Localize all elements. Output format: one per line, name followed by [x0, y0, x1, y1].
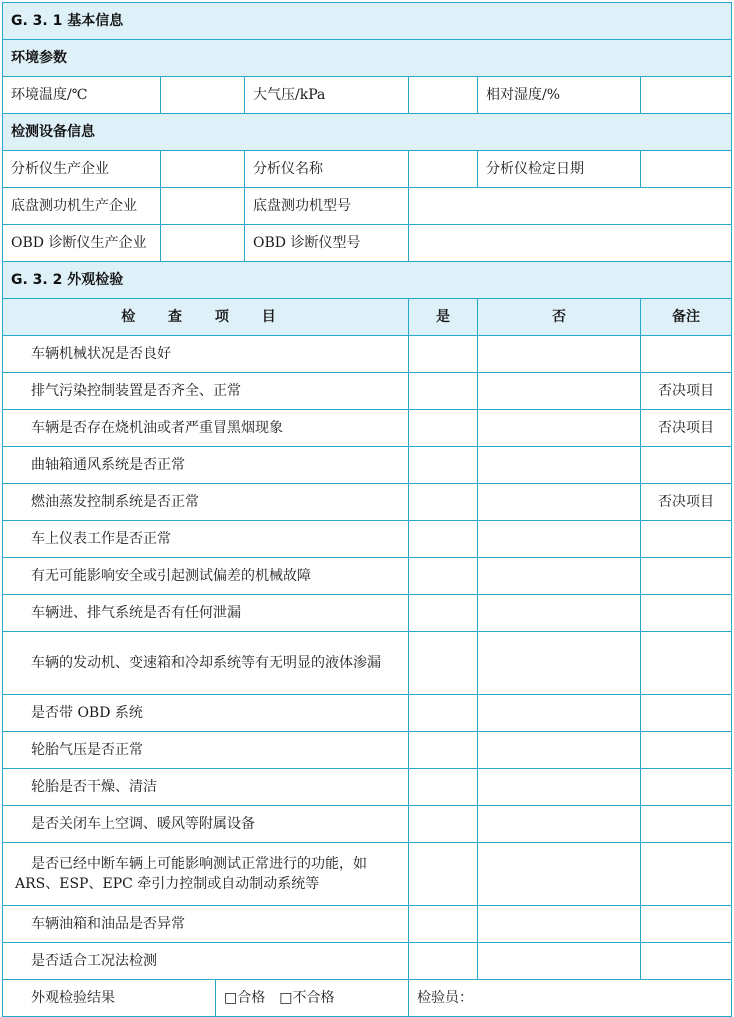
check-item: 车辆是否存在烧机油或者严重冒黑烟现象 — [3, 410, 409, 447]
dyno-model-label: 底盘测功机型号 — [245, 188, 409, 225]
col-header-yes: 是 — [409, 299, 478, 336]
table-row — [3, 732, 732, 769]
check-item: 轮胎气压是否正常 — [3, 732, 409, 769]
yes-cell[interactable] — [409, 632, 478, 695]
equip-row — [3, 225, 732, 262]
check-item: 车辆进、排气系统是否有任何泄漏 — [3, 595, 409, 632]
yes-cell[interactable] — [409, 410, 478, 447]
obd-model-label: OBD 诊断仪型号 — [245, 225, 409, 262]
dyno-maker-value[interactable] — [161, 188, 245, 225]
no-cell[interactable] — [478, 447, 641, 484]
note-cell — [641, 558, 732, 595]
check-item: 是否适合工况法检测 — [3, 943, 409, 980]
analyzer-name-label: 分析仪名称 — [245, 151, 409, 188]
no-cell[interactable] — [478, 906, 641, 943]
env-temp-label: 环境温度/℃ — [3, 77, 161, 114]
no-cell[interactable] — [478, 695, 641, 732]
form-table — [2, 2, 732, 1017]
no-cell[interactable] — [478, 806, 641, 843]
check-item: 有无可能影响安全或引起测试偏差的机械故障 — [3, 558, 409, 595]
yes-cell[interactable] — [409, 447, 478, 484]
table-row — [3, 943, 732, 980]
check-item: 是否已经中断车辆上可能影响测试正常进行的功能，如 ARS、ESP、EPC 牵引力控制或自动制动系统等 — [3, 843, 409, 906]
no-cell[interactable] — [478, 843, 641, 906]
equip-row — [3, 188, 732, 225]
note-cell — [641, 769, 732, 806]
equip-row — [3, 151, 732, 188]
note-cell — [641, 595, 732, 632]
analyzer-maker-value[interactable] — [161, 151, 245, 188]
no-cell[interactable] — [478, 632, 641, 695]
section-title-appearance: G. 3. 2 外观检验 — [3, 262, 732, 299]
yes-cell[interactable] — [409, 521, 478, 558]
humidity-label: 相对湿度/% — [478, 77, 641, 114]
yes-cell[interactable] — [409, 732, 478, 769]
no-cell[interactable] — [478, 732, 641, 769]
note-cell: 否决项目 — [641, 410, 732, 447]
note-cell — [641, 521, 732, 558]
inspection-form — [2, 2, 731, 1017]
table-row — [3, 410, 732, 447]
yes-cell[interactable] — [409, 843, 478, 906]
result-row — [3, 980, 732, 1017]
env-row — [3, 77, 732, 114]
table-row — [3, 632, 732, 695]
table-row — [3, 595, 732, 632]
dyno-maker-label: 底盘测功机生产企业 — [3, 188, 161, 225]
analyzer-calib-label: 分析仪检定日期 — [478, 151, 641, 188]
yes-cell[interactable] — [409, 558, 478, 595]
yes-cell[interactable] — [409, 769, 478, 806]
no-cell[interactable] — [478, 558, 641, 595]
no-cell[interactable] — [478, 943, 641, 980]
note-cell — [641, 695, 732, 732]
note-cell — [641, 906, 732, 943]
check-item: 车辆的发动机、变速箱和冷却系统等有无明显的液体渗漏 — [3, 632, 409, 695]
inspector-cell: 检验员： — [409, 980, 732, 1017]
obd-model-value[interactable] — [409, 225, 732, 262]
col-header-item — [3, 299, 409, 336]
check-item: 车辆油箱和油品是否异常 — [3, 906, 409, 943]
analyzer-name-value[interactable] — [409, 151, 478, 188]
env-params-header: 环境参数 — [3, 40, 732, 77]
no-cell[interactable] — [478, 595, 641, 632]
table-row — [3, 843, 732, 906]
table-row — [3, 484, 732, 521]
pressure-value[interactable] — [409, 77, 478, 114]
section-title-basic-info: G. 3. 1 基本信息 — [3, 3, 732, 40]
note-cell — [641, 732, 732, 769]
check-item: 车上仪表工作是否正常 — [3, 521, 409, 558]
note-cell: 否决项目 — [641, 373, 732, 410]
yes-cell[interactable] — [409, 906, 478, 943]
yes-cell[interactable] — [409, 373, 478, 410]
column-header-row — [3, 299, 732, 336]
no-cell[interactable] — [478, 373, 641, 410]
fail-checkbox[interactable]: □不合格 — [279, 990, 335, 1006]
result-label: 外观检验结果 — [3, 980, 216, 1017]
obd-maker-value[interactable] — [161, 225, 245, 262]
no-cell[interactable] — [478, 769, 641, 806]
note-cell — [641, 632, 732, 695]
yes-cell[interactable] — [409, 806, 478, 843]
yes-cell[interactable] — [409, 695, 478, 732]
table-row — [3, 558, 732, 595]
table-row — [3, 769, 732, 806]
pass-checkbox[interactable]: □合格 — [224, 990, 266, 1006]
table-row — [3, 695, 732, 732]
col-header-no: 否 — [478, 299, 641, 336]
no-cell[interactable] — [478, 484, 641, 521]
check-item: 燃油蒸发控制系统是否正常 — [3, 484, 409, 521]
table-row — [3, 906, 732, 943]
no-cell[interactable] — [478, 410, 641, 447]
yes-cell[interactable] — [409, 595, 478, 632]
check-item: 排气污染控制装置是否齐全、正常 — [3, 373, 409, 410]
table-row — [3, 336, 732, 373]
pressure-label: 大气压/kPa — [245, 77, 409, 114]
obd-maker-label: OBD 诊断仪生产企业 — [3, 225, 161, 262]
result-options — [216, 980, 409, 1017]
analyzer-maker-label: 分析仪生产企业 — [3, 151, 161, 188]
dyno-model-value[interactable] — [409, 188, 732, 225]
note-cell: 否决项目 — [641, 484, 732, 521]
check-item: 曲轴箱通风系统是否正常 — [3, 447, 409, 484]
note-cell — [641, 336, 732, 373]
col-header-item-text: 检 查 项 目 — [121, 309, 290, 325]
table-row — [3, 447, 732, 484]
equip-info-header: 检测设备信息 — [3, 114, 732, 151]
yes-cell[interactable] — [409, 336, 478, 373]
note-cell — [641, 447, 732, 484]
check-item: 轮胎是否干燥、清洁 — [3, 769, 409, 806]
table-row — [3, 373, 732, 410]
check-item: 是否关闭车上空调、暖风等附属设备 — [3, 806, 409, 843]
note-cell — [641, 806, 732, 843]
env-temp-value[interactable] — [161, 77, 245, 114]
col-header-note: 备注 — [641, 299, 732, 336]
yes-cell[interactable] — [409, 484, 478, 521]
check-item: 车辆机械状况是否良好 — [3, 336, 409, 373]
no-cell[interactable] — [478, 521, 641, 558]
humidity-value[interactable] — [641, 77, 732, 114]
note-cell — [641, 943, 732, 980]
table-row — [3, 521, 732, 558]
table-row — [3, 806, 732, 843]
check-item: 是否带 OBD 系统 — [3, 695, 409, 732]
no-cell[interactable] — [478, 336, 641, 373]
yes-cell[interactable] — [409, 943, 478, 980]
analyzer-calib-value[interactable] — [641, 151, 732, 188]
note-cell — [641, 843, 732, 906]
